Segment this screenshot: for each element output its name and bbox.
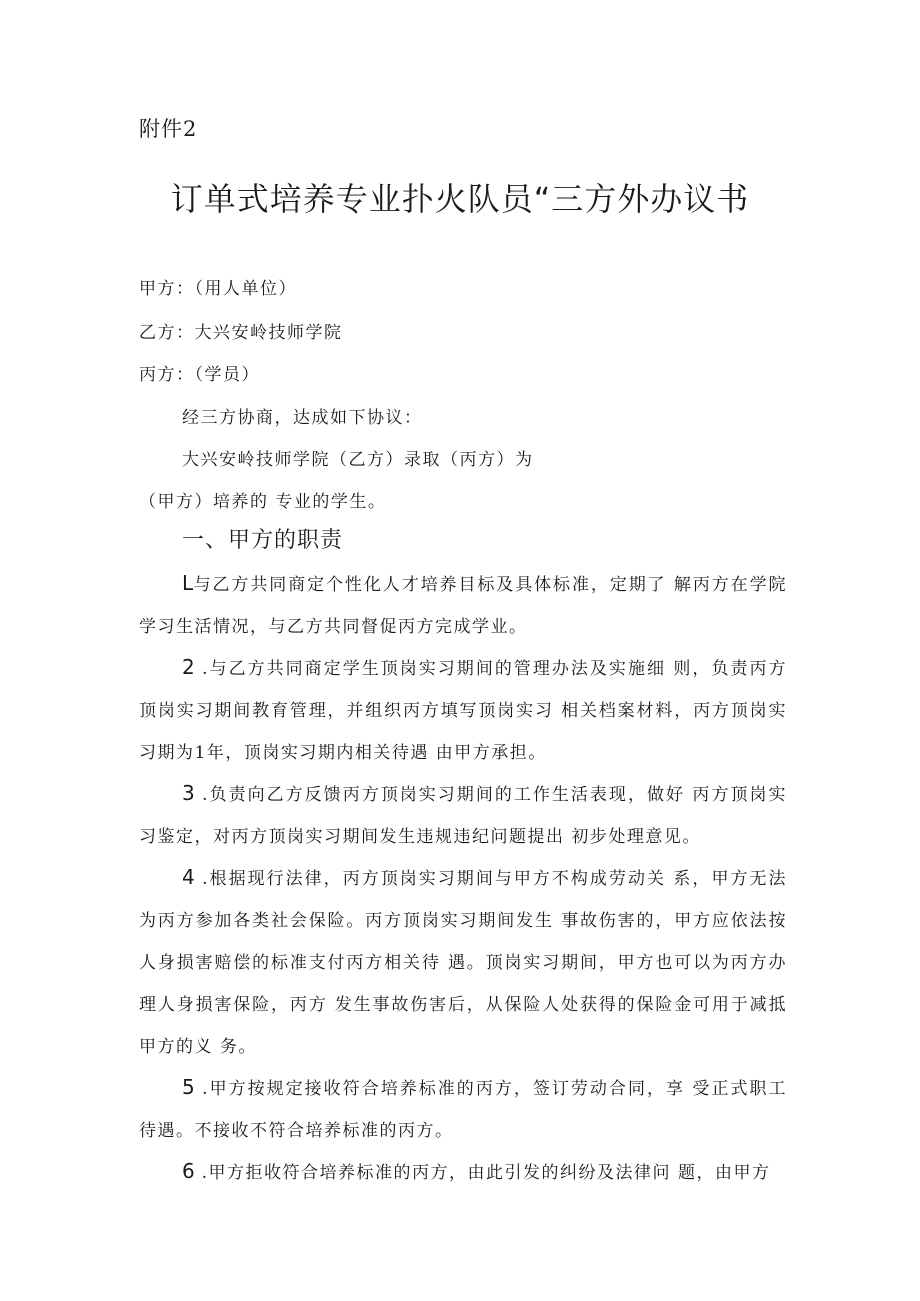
item-text: .甲方拒收符合培养标准的丙方，由此引发的纠纷及法律问 题，由甲方 xyxy=(194,1163,771,1183)
section-heading: 一、甲方的职责 xyxy=(182,528,344,553)
party-c-line: 丙方：（学员） xyxy=(139,365,260,385)
intro-line: 经三方协商，达成如下协议： xyxy=(182,408,423,428)
duty-item-4 xyxy=(139,856,787,1068)
item-number: 3 xyxy=(182,781,195,805)
party-b-line: 乙方：大兴安岭技师学院 xyxy=(139,323,343,343)
document-title: 订单式培养专业扑火队员“三方外办议书 xyxy=(170,180,750,218)
item-number: L xyxy=(182,571,194,595)
item-number: 4 xyxy=(182,865,195,889)
item-number: 6 xyxy=(182,1159,195,1183)
duty-item-1 xyxy=(139,562,787,648)
item-number: 2 xyxy=(182,655,195,679)
duty-item-6 xyxy=(139,1150,787,1192)
duty-item-3 xyxy=(139,772,787,858)
item-text: 与乙方共同商定个性化人才培养目标及具体标准，定期了 解丙方在学院学习生活情况，与乙方共同督促丙方完成学业。 xyxy=(139,575,787,637)
attachment-label: 附件2 xyxy=(139,117,198,141)
duty-item-5 xyxy=(139,1066,787,1152)
item-text: .甲方按规定接收符合培养标准的丙方，签订劳动合同，享 受正式职工待遇。不接收不符合培养标准的丙方。 xyxy=(139,1079,787,1141)
enrollment-line-2: （甲方）培养的 专业的学生。 xyxy=(139,492,387,512)
item-text: .与乙方共同商定学生顶岗实习期间的管理办法及实施细 则，负责丙方顶岗实习期间教育管理，并组织丙方填写顶岗实习 相关档案材料，丙方顶岗实习期为1年，顶岗实习期内相关待遇 由甲方承担。 xyxy=(139,659,787,763)
enrollment-line-1: 大兴安岭技师学院（乙方）录取（丙方）为 xyxy=(182,450,534,470)
duty-item-2 xyxy=(139,646,787,774)
party-a-line: 甲方：（用人单位） xyxy=(139,279,297,299)
item-text: .根据现行法律，丙方顶岗实习期间与甲方不构成劳动关 系，甲方无法为丙方参加各类社会保险。丙方顶岗实习期间发生 事故伤害的，甲方应依法按人身损害赔偿的标准支付丙方相关待 遇。顶岗实习期间，甲方也可以为丙方办理人身损害保险，丙方 发生事故伤害后，从保险人处获得的保险金可用于减抵甲方的义 务。 xyxy=(139,869,787,1057)
item-number: 5 xyxy=(182,1075,195,1099)
item-text: .负责向乙方反馈丙方顶岗实习期间的工作生活表现，做好 丙方顶岗实习鉴定，对丙方顶岗实习期间发生违规违纪问题提出 初步处理意见。 xyxy=(139,785,787,847)
